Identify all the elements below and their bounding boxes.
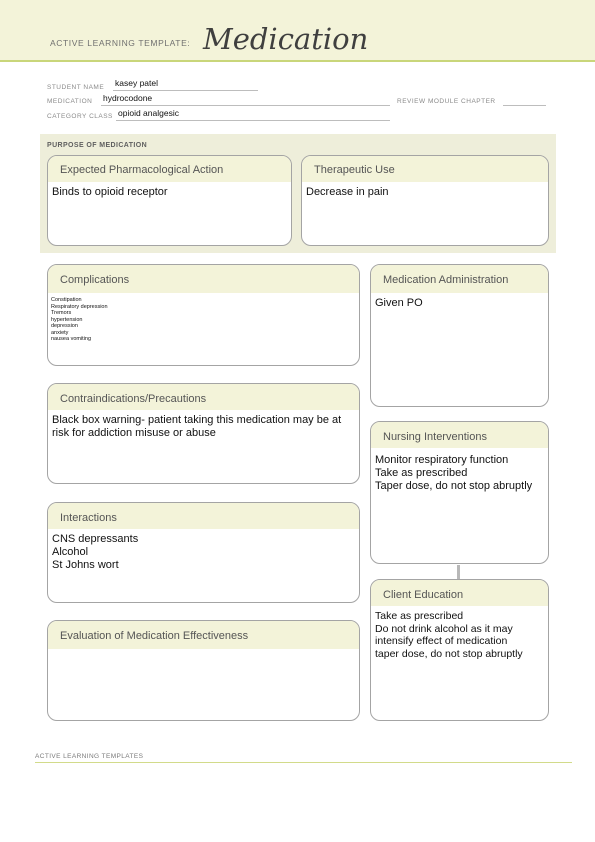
student-name-line — [113, 90, 258, 91]
nursing-item: Take as prescribed — [375, 467, 468, 479]
complication-item: anxiety — [51, 329, 69, 336]
client-education-box — [370, 579, 549, 721]
complication-item: Respiratory depression — [51, 303, 108, 310]
contraindications-text[interactable]: Black box warning- patient taking this medication may be at risk for addiction misuse or abuse — [52, 414, 342, 439]
nursing-interventions-box — [370, 421, 549, 564]
review-module-label: REVIEW MODULE CHAPTER — [397, 98, 496, 105]
interaction-item: Alcohol — [52, 546, 89, 558]
administration-text[interactable]: Given PO — [375, 297, 423, 309]
footer-divider — [35, 762, 572, 763]
expected-action-text[interactable]: Binds to opioid receptor — [52, 186, 168, 198]
nursing-item: Monitor respiratory function — [375, 454, 509, 466]
category-class-label: CATEGORY CLASS — [47, 113, 113, 120]
expected-action-heading: Expected Pharmacological Action — [48, 156, 291, 182]
therapeutic-use-box — [301, 155, 549, 246]
interaction-item: CNS depressants — [52, 533, 139, 545]
complication-item: Constipation — [51, 297, 82, 303]
nursing-interventions-list[interactable] — [371, 448, 548, 493]
complications-box — [47, 264, 360, 366]
education-item: taper dose, do not stop abruptly — [375, 647, 523, 660]
client-education-heading: Client Education — [371, 580, 548, 606]
complication-item: Tremors — [51, 310, 72, 316]
expected-action-box — [47, 155, 292, 246]
review-module-line[interactable] — [503, 105, 546, 106]
contraindications-box — [47, 383, 360, 484]
complications-list[interactable] — [48, 293, 359, 343]
nursing-interventions-heading: Nursing Interventions — [371, 422, 548, 448]
complications-heading: Complications — [48, 265, 359, 293]
administration-box — [370, 264, 549, 407]
administration-heading: Medication Administration — [371, 265, 548, 293]
complication-item: hypertension — [51, 316, 83, 323]
interactions-heading: Interactions — [48, 503, 359, 529]
education-item: Do not drink alcohol as it may intensify effect of medication — [375, 622, 513, 647]
education-item: Take as prescribed — [375, 610, 464, 622]
category-class-line — [116, 120, 390, 121]
evaluation-box — [47, 620, 360, 721]
medication-label: MEDICATION — [47, 98, 93, 105]
therapeutic-use-text[interactable]: Decrease in pain — [306, 186, 389, 198]
student-name-label: STUDENT NAME — [47, 84, 105, 91]
interaction-item: St Johns wort — [52, 559, 119, 571]
section-connector — [457, 565, 460, 579]
contraindications-heading: Contraindications/Precautions — [48, 384, 359, 410]
evaluation-text[interactable] — [48, 649, 359, 653]
complication-item: depression — [51, 323, 78, 329]
medication-line — [101, 105, 390, 106]
nursing-item: Taper dose, do not stop abruptly — [375, 480, 533, 492]
evaluation-heading: Evaluation of Medication Effectiveness — [48, 621, 359, 649]
page-title: Medication — [203, 22, 369, 56]
complication-item: nausea vomiting — [51, 336, 92, 342]
interactions-list[interactable] — [48, 529, 359, 572]
category-class-value[interactable]: opioid analgesic — [118, 108, 179, 118]
footer-label: ACTIVE LEARNING TEMPLATES — [35, 753, 144, 760]
student-name-value[interactable]: kasey patel — [115, 78, 158, 88]
medication-value[interactable]: hydrocodone — [103, 93, 153, 103]
purpose-title: PURPOSE OF MEDICATION — [47, 142, 148, 149]
therapeutic-use-heading: Therapeutic Use — [302, 156, 548, 182]
template-prefix: ACTIVE LEARNING TEMPLATE: — [50, 38, 191, 48]
client-education-list[interactable] — [371, 606, 548, 660]
interactions-box — [47, 502, 360, 603]
